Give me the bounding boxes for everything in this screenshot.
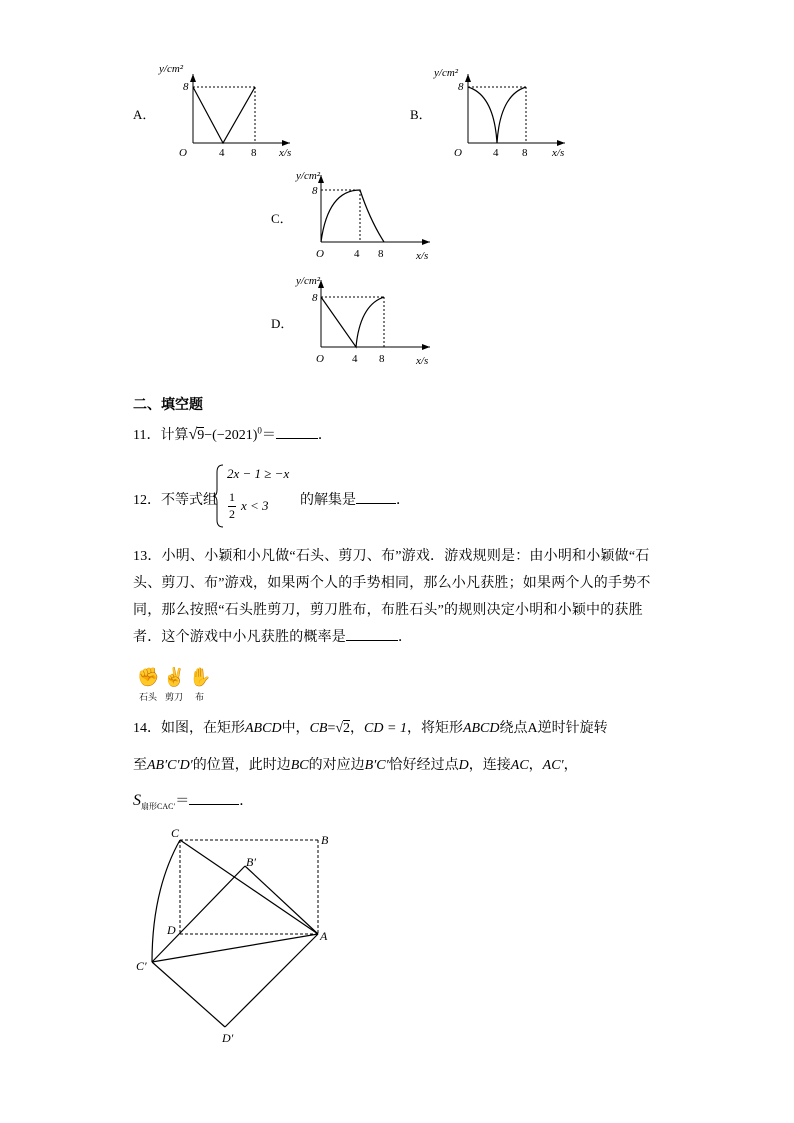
q14-abcd-prime: AB′C′D′ <box>147 758 193 773</box>
q14-sqrt2: 2 <box>343 721 351 736</box>
point-cprime-label: C′ <box>136 959 147 973</box>
option-c-origin: O <box>316 248 324 260</box>
option-b-label: B． <box>410 107 432 122</box>
q11-eq: ＝ <box>261 428 276 443</box>
q11-end: ． <box>317 428 332 443</box>
answer-blank-12[interactable] <box>356 489 396 504</box>
question-14-line1: 14．如图，在矩形ABCD中，CB=√2，CD = 1，将矩形ABCD绕点A逆时针旋转 <box>133 721 608 736</box>
scissors-label: 剪刀 <box>165 692 184 702</box>
rectangle-rotation-figure <box>130 820 350 1050</box>
q11-minus: − <box>204 428 213 443</box>
q14-abcd: ABCD <box>245 721 282 736</box>
q13-end: ． <box>398 630 413 645</box>
q12-prefix: 12．不等式组 <box>133 493 217 508</box>
option-c-graph <box>290 165 440 265</box>
q12-line2-rest: x < 3 <box>241 498 269 513</box>
option-a-graph <box>155 60 305 160</box>
q12-suffix: 的解集是 ． <box>300 489 410 509</box>
sqrt-symbol: √ <box>335 721 344 736</box>
rock-label: 石头 <box>139 692 158 702</box>
q11-prefix: 11．计算 <box>133 428 189 443</box>
option-c-x-axis-label: x/s <box>416 250 429 262</box>
question-12 <box>133 462 553 532</box>
option-b-x-axis-label: x/s <box>552 147 565 159</box>
paper-label: 布 <box>195 692 205 702</box>
sqrt-symbol: √ <box>188 426 198 443</box>
q14-bc: BC <box>290 758 309 773</box>
question-13 <box>133 543 663 651</box>
point-d-label: D <box>167 923 176 937</box>
option-a-x-axis-label: x/s <box>279 147 292 159</box>
q14-d: D <box>458 758 469 773</box>
system-brace <box>213 464 225 528</box>
q12-frac-den: 2 <box>229 507 235 521</box>
option-a-tick-4: 4 <box>219 147 225 159</box>
question-14-line2: 至AB′C′D′的位置，此时边BC的对应边B′C′恰好经过点D，连接AC，AC′， <box>133 758 578 773</box>
q11-exp: 0 <box>257 425 262 436</box>
point-dprime-label: D′ <box>222 1031 234 1045</box>
option-b-origin: O <box>454 147 462 159</box>
rock-icon: ✊ <box>137 667 160 687</box>
q14-bcprime: B′C′ <box>364 758 389 773</box>
answer-blank-14[interactable] <box>189 790 239 805</box>
question-14-line3: $S_{扇形CAC'}=$ ． <box>133 792 254 811</box>
option-d-origin: O <box>316 353 324 365</box>
option-c-tick-8: 8 <box>378 248 384 260</box>
option-c-label: C． <box>271 211 293 226</box>
option-d-x-axis-label: x/s <box>416 355 429 367</box>
option-b-ytick: 8 <box>458 81 464 93</box>
scissors-icon: ✌ <box>163 667 186 687</box>
option-b-y-axis-label: y/cm² <box>434 67 459 79</box>
answer-blank-11[interactable] <box>276 424 318 439</box>
option-c-tick-4: 4 <box>354 248 360 260</box>
option-b-tick-8: 8 <box>522 147 528 159</box>
option-a-ytick: 8 <box>183 81 189 93</box>
q14-s: S <box>133 792 141 809</box>
option-d-tick-4: 4 <box>352 353 358 365</box>
option-d-graph <box>290 270 440 370</box>
option-d-y-axis-label: y/cm² <box>296 275 321 287</box>
q12-line1: 2x − 1 ≥ −x <box>227 466 290 481</box>
point-b-label: B <box>321 833 329 847</box>
option-b-tick-4: 4 <box>493 147 499 159</box>
option-d-ytick: 8 <box>312 292 318 304</box>
q14-ac: AC <box>510 758 529 773</box>
q12-frac-num: 1 <box>229 490 235 504</box>
section-title: 二、填空题 <box>133 397 203 413</box>
question-11 <box>133 424 332 444</box>
option-c-ytick: 8 <box>312 185 318 197</box>
q14-s-sub: 扇形CAC′ <box>141 801 176 811</box>
option-c-y-axis-label: y/cm² <box>296 170 321 182</box>
option-a-origin: O <box>179 147 187 159</box>
option-a-label: A． <box>133 107 156 122</box>
option-b-graph <box>430 60 580 160</box>
q11-sqrt-arg: 9 <box>197 428 205 443</box>
point-bprime-label: B′ <box>246 855 256 869</box>
option-a-tick-8: 8 <box>251 147 257 159</box>
answer-blank-13[interactable] <box>346 626 398 641</box>
q11-paren: (−2021) <box>212 428 258 443</box>
option-a-y-axis-label: y/cm² <box>159 63 184 75</box>
paper-icon: ✋ <box>189 667 212 687</box>
q14-acprime: AC′ <box>542 758 564 773</box>
q14-cd: CD = 1 <box>364 721 407 736</box>
option-d-tick-8: 8 <box>379 353 385 365</box>
option-d-label: D． <box>271 316 294 331</box>
q13-text: 13．小明、小颖和小凡做“石头、剪刀、布”游戏．游戏规则是：由小明和小颖做“石头、剪刀、布”游戏，如果两个人的手势相同，那么小凡获胜；如果两个人的手势不同，那么按照“石头胜剪刀，剪刀胜布，布胜石头”的规则决定小明和小颖中的获胜者．这个游戏中小凡获胜的概率是 <box>133 549 651 645</box>
point-c-label: C <box>171 826 180 840</box>
point-a-label: A <box>320 929 328 943</box>
q14-cb: CB <box>309 721 328 736</box>
